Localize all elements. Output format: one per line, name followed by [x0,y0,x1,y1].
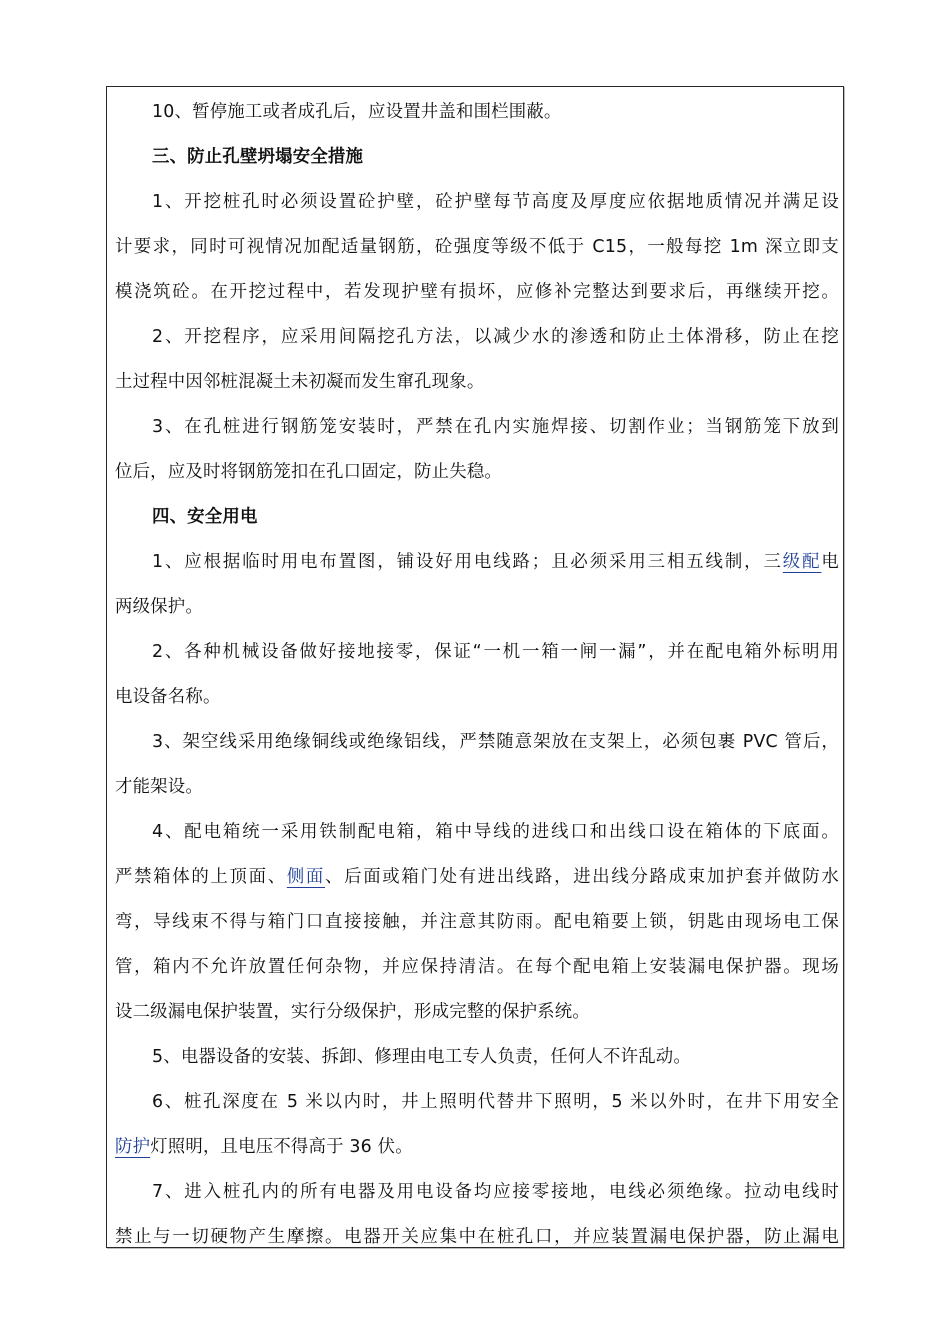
text-line [115,990,839,1035]
line-text: 模浇筑砼。在开挖过程中，若发现护壁有损坏，应修补完整达到要求后，再继续开挖。 [115,282,839,302]
line-text: 才能架设。 [115,777,203,797]
line-text: 7、进入桩孔内的所有电器及用电设备均应接零接地，电线必须绝缘。拉动电线时 [152,1182,839,1202]
line-text: 2、开挖程序，应采用间隔挖孔方法，以减少水的渗透和防止土体滑移，防止在挖 [152,327,839,347]
line-text: 5、电器设备的安装、拆卸、修理由电工专人负责，任何人不许乱动。 [152,1047,691,1067]
line-text: 土过程中因邻桩混凝土未初凝而发生窜孔现象。 [115,372,485,392]
text-line [115,810,839,855]
hyperlink-text[interactable]: 防护 [115,1137,151,1157]
line-text: 设二级漏电保护装置，实行分级保护，形成完整的保护系统。 [115,1002,590,1022]
line-text: 6、桩孔深度在 5 米以内时，井上照明代替井下照明，5 米以外时，在井下用安全 [152,1092,839,1112]
line-text: 严禁箱体的上顶面、 [115,867,287,887]
line-text: 1、开挖桩孔时必须设置砼护壁，砼护壁每节高度及厚度应依据地质情况并满足设 [152,192,839,212]
line-text-continued: 灯照明，且电压不得高于 36 伏。 [150,1137,413,1157]
text-line [115,720,839,765]
document-body [115,90,839,1248]
text-line [115,270,839,315]
text-line [115,765,839,810]
line-text: 4、配电箱统一采用铁制配电箱，箱中导线的进线口和出线口设在箱体的下底面。 [152,822,839,842]
text-line [115,360,839,405]
line-text: 计要求，同时可视情况加配适量钢筋，砼强度等级不低于 C15，一般每挖 1m 深立即支 [115,237,839,257]
text-line [115,1035,839,1080]
text-line [115,1080,839,1125]
document-frame [106,86,844,1248]
section-heading [115,135,839,180]
line-text: 1、应根据临时用电布置图，铺设好用电线路；且必须采用三相五线制，三 [152,552,783,572]
text-line [115,405,839,450]
line-text-continued: 电 [821,552,840,572]
line-text: 2、各种机械设备做好接地接零，保证“一机一箱一闸一漏”，并在配电箱外标明用 [152,642,839,662]
text-line [115,225,839,270]
text-line [115,180,839,225]
hyperlink-text[interactable]: 侧面 [286,867,326,887]
line-text: 弯，导线束不得与箱门口直接接触，并注意其防雨。配电箱要上锁，钥匙由现场电工保 [115,912,839,932]
text-line [115,315,839,360]
text-line [115,945,839,990]
line-text: 3、在孔桩进行钢筋笼安装时，严禁在孔内实施焊接、切割作业；当钢筋笼下放到 [152,417,839,437]
line-text: 三、防止孔壁坍塌安全措施 [152,147,364,167]
text-line [115,1215,839,1248]
text-line [115,675,839,720]
text-line [115,540,839,585]
text-line [115,630,839,675]
line-text: 3、架空线采用绝缘铜线或绝缘铝线，严禁随意架放在支架上，必须包裹 PVC 管后， [152,732,839,752]
hyperlink-text[interactable]: 级配 [782,552,822,572]
text-line [115,855,839,900]
line-text-continued: 、后面或箱门处有进出线路，进出线分路成束加护套并做防水 [325,867,839,887]
line-text: 管，箱内不允许放置任何杂物，并应保持清洁。在每个配电箱上安装漏电保护器。现场 [115,957,839,977]
text-line [115,900,839,945]
text-line [115,585,839,630]
line-text: 四、安全用电 [152,507,258,527]
line-text: 电设备名称。 [115,687,221,707]
line-text: 10、暂停施工或者成孔后，应设置井盖和围栏围蔽。 [152,102,562,122]
line-text: 禁止与一切硬物产生摩擦。电器开关应集中在桩孔口，并应装置漏电保护器，防止漏电 [115,1227,839,1247]
text-line [115,450,839,495]
text-line [115,90,839,135]
text-line [115,1125,839,1170]
text-line [115,1170,839,1215]
line-text: 位后，应及时将钢筋笼扣在孔口固定，防止失稳。 [115,462,502,482]
section-heading [115,495,839,540]
line-text: 两级保护。 [115,597,203,617]
